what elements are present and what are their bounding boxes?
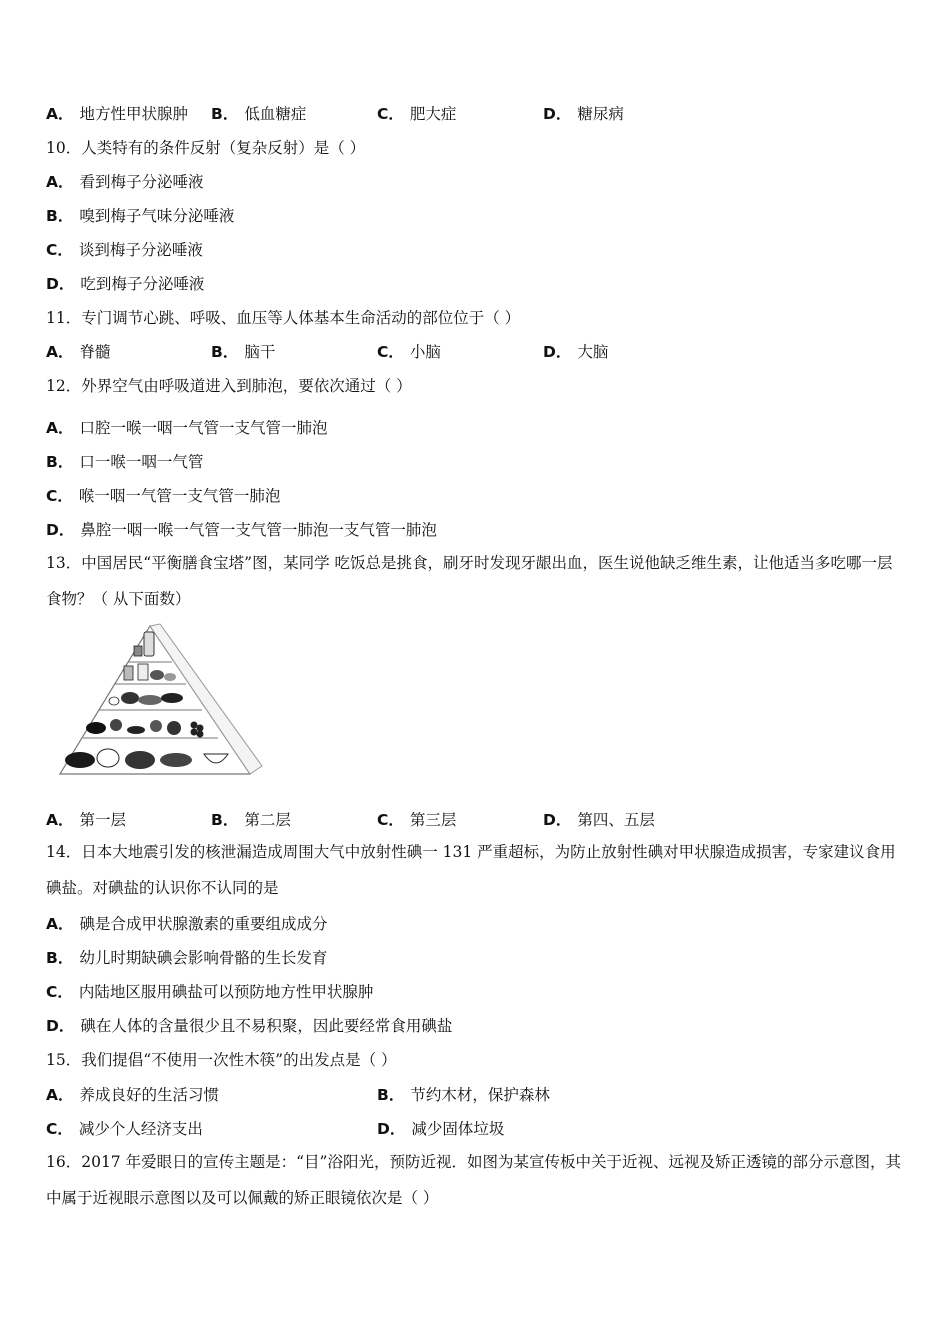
milk-carton-icon (138, 664, 148, 680)
q15-option-b (377, 1083, 550, 1105)
option-text: 地方性甲状腺肿 (79, 105, 189, 123)
q11-stem: 11．专门调节心跳、呼吸、血压等人体基本生命活动的部位位于（ ） (46, 309, 521, 327)
eggplant-icon (86, 722, 106, 734)
option-text: 第一层 (79, 811, 127, 829)
grapes-icon (191, 729, 198, 736)
q15-option-c (46, 1117, 203, 1139)
option-label: C． (377, 343, 404, 361)
option-text: 鼻腔一咽一喉一气管一支气管一肺泡一支气管一肺泡 (80, 521, 437, 539)
egg-icon (109, 697, 119, 705)
option-text: 养成良好的生活习惯 (79, 1086, 220, 1104)
option-label: D． (543, 811, 572, 829)
option-label: C． (46, 983, 73, 1001)
salt-icon (134, 646, 142, 656)
option-label: B． (46, 453, 74, 471)
option-label: B． (377, 1086, 405, 1104)
q13-option-a (46, 808, 126, 830)
q12-option-c (46, 484, 280, 506)
q9-option-b (211, 102, 306, 124)
bread-icon (125, 751, 155, 769)
option-label: A． (46, 105, 74, 123)
q11-option-a (46, 340, 111, 362)
q14-option-b (46, 946, 327, 968)
q16-stem: 16．2017 年爱眼日的宣传主题是：“目”浴阳光，预防近视．如图为某宣传板中关于近视、远视及矫正透镜的部分示意图，其中属于近视眼示意图以及可以佩戴的矫正眼镜依次是（ ） (46, 1153, 901, 1207)
option-text: 肥大症 (409, 105, 457, 123)
option-label: B． (46, 949, 74, 967)
q12-option-d (46, 518, 437, 540)
tofu-icon (164, 673, 176, 681)
q10-option-b (46, 204, 234, 226)
cheese-icon (150, 670, 164, 680)
grapes-icon (197, 731, 204, 738)
option-label: D． (46, 1017, 75, 1035)
q10-option-d (46, 272, 204, 294)
option-label: A． (46, 419, 74, 437)
grapes-icon (197, 725, 204, 732)
option-label: A． (46, 811, 74, 829)
q10-stem: 10．人类特有的条件反射（复杂反射）是（ ） (46, 139, 366, 157)
pepper-icon (110, 719, 122, 731)
option-label: C． (377, 811, 404, 829)
meat-icon (121, 692, 139, 704)
option-text: 口腔一喉一咽一气管一支气管一肺泡 (79, 419, 328, 437)
q13-stem: 13．中国居民“平衡膳食宝塔”图，某同学 吃饭总是挑食，刷牙时发现牙龈出血，医生说他缺乏维生素，让他适当多吃哪一层食物？（ 从下面数） (46, 554, 893, 608)
option-label: D． (46, 275, 75, 293)
q15-stem: 15．我们提倡“不使用一次性木筷”的出发点是（ ） (46, 1051, 397, 1069)
q13-option-d (543, 808, 655, 830)
option-label: C． (46, 487, 73, 505)
q10-option-a (46, 170, 204, 192)
option-text: 第三层 (409, 811, 457, 829)
q9-option-d (543, 102, 624, 124)
option-label: A． (46, 173, 74, 191)
option-text: 低血糖症 (244, 105, 307, 123)
option-label: A． (46, 1086, 74, 1104)
option-text: 小脑 (409, 343, 441, 361)
q12-option-b (46, 450, 203, 472)
q12-stem: 12．外界空气由呼吸道进入到肺泡，要依次通过（ ） (46, 377, 412, 395)
option-label: C． (46, 241, 73, 259)
option-label: D． (377, 1120, 406, 1138)
q14-option-d (46, 1014, 452, 1036)
q15-option-a (46, 1083, 219, 1105)
q11-option-c (377, 340, 441, 362)
sausage-icon (161, 693, 183, 703)
option-text: 大脑 (577, 343, 609, 361)
oil-bottle-icon (144, 632, 154, 656)
q13-option-c (377, 808, 456, 830)
option-text: 嗅到梅子气味分泌唾液 (79, 207, 235, 225)
corn-icon (160, 753, 192, 767)
option-text: 糖尿病 (577, 105, 624, 123)
food-pyramid-figure (54, 622, 266, 782)
option-text: 碘是合成甲状腺激素的重要组成成分 (79, 915, 328, 933)
option-text: 脊髓 (79, 343, 111, 361)
q9-option-a (46, 102, 188, 124)
option-label: A． (46, 915, 74, 933)
fruit-icon (150, 720, 162, 732)
option-label: C． (377, 105, 404, 123)
option-text: 看到梅子分泌唾液 (79, 173, 204, 191)
option-text: 吃到梅子分泌唾液 (80, 275, 205, 293)
option-label: B． (211, 105, 239, 123)
q10-option-c (46, 238, 203, 260)
option-text: 第二层 (244, 811, 291, 829)
q14-stem: 14．日本大地震引发的核泄漏造成周围大气中放射性碘一 131 严重超标，为防止放射性碘对甲状腺造成损害，专家建议食用碘盐。对碘盐的认识你不认同的是 (46, 843, 896, 897)
sweet-potato-icon (65, 752, 95, 768)
option-label: C． (46, 1120, 73, 1138)
milk-carton-icon (124, 666, 133, 680)
grapes-icon (191, 722, 198, 729)
q14-option-c (46, 980, 373, 1002)
option-label: B． (211, 811, 239, 829)
option-text: 幼儿时期缺碘会影响骨骼的生长发育 (79, 949, 328, 967)
option-label: D． (543, 343, 572, 361)
q12-option-a (46, 416, 328, 438)
option-text: 第四、五层 (577, 811, 655, 829)
cucumber-icon (127, 726, 145, 734)
q9-option-c (377, 102, 456, 124)
option-text: 喉一咽一气管一支气管一肺泡 (78, 487, 281, 505)
option-text: 口一喉一咽一气管 (79, 453, 204, 471)
option-label: B． (211, 343, 239, 361)
option-label: A． (46, 343, 74, 361)
option-label: D． (543, 105, 572, 123)
option-label: D． (46, 521, 75, 539)
q14-option-a (46, 912, 328, 934)
q11-option-b (211, 340, 275, 362)
steamed-bun-icon (97, 749, 119, 767)
q15-option-d (377, 1117, 504, 1139)
option-text: 脑干 (244, 343, 276, 361)
option-text: 谈到梅子分泌唾液 (78, 241, 203, 259)
tomato-icon (167, 721, 181, 735)
option-text: 减少个人经济支出 (78, 1120, 203, 1138)
q13-option-b (211, 808, 291, 830)
option-label: B． (46, 207, 74, 225)
option-text: 碘在人体的含量很少且不易积聚，因此要经常食用碘盐 (80, 1017, 453, 1035)
option-text: 节约木材，保护森林 (410, 1086, 550, 1104)
option-text: 内陆地区服用碘盐可以预防地方性甲状腺肿 (78, 983, 374, 1001)
q11-option-d (543, 340, 608, 362)
fish-icon (138, 695, 162, 705)
option-text: 减少固体垃圾 (411, 1120, 505, 1138)
